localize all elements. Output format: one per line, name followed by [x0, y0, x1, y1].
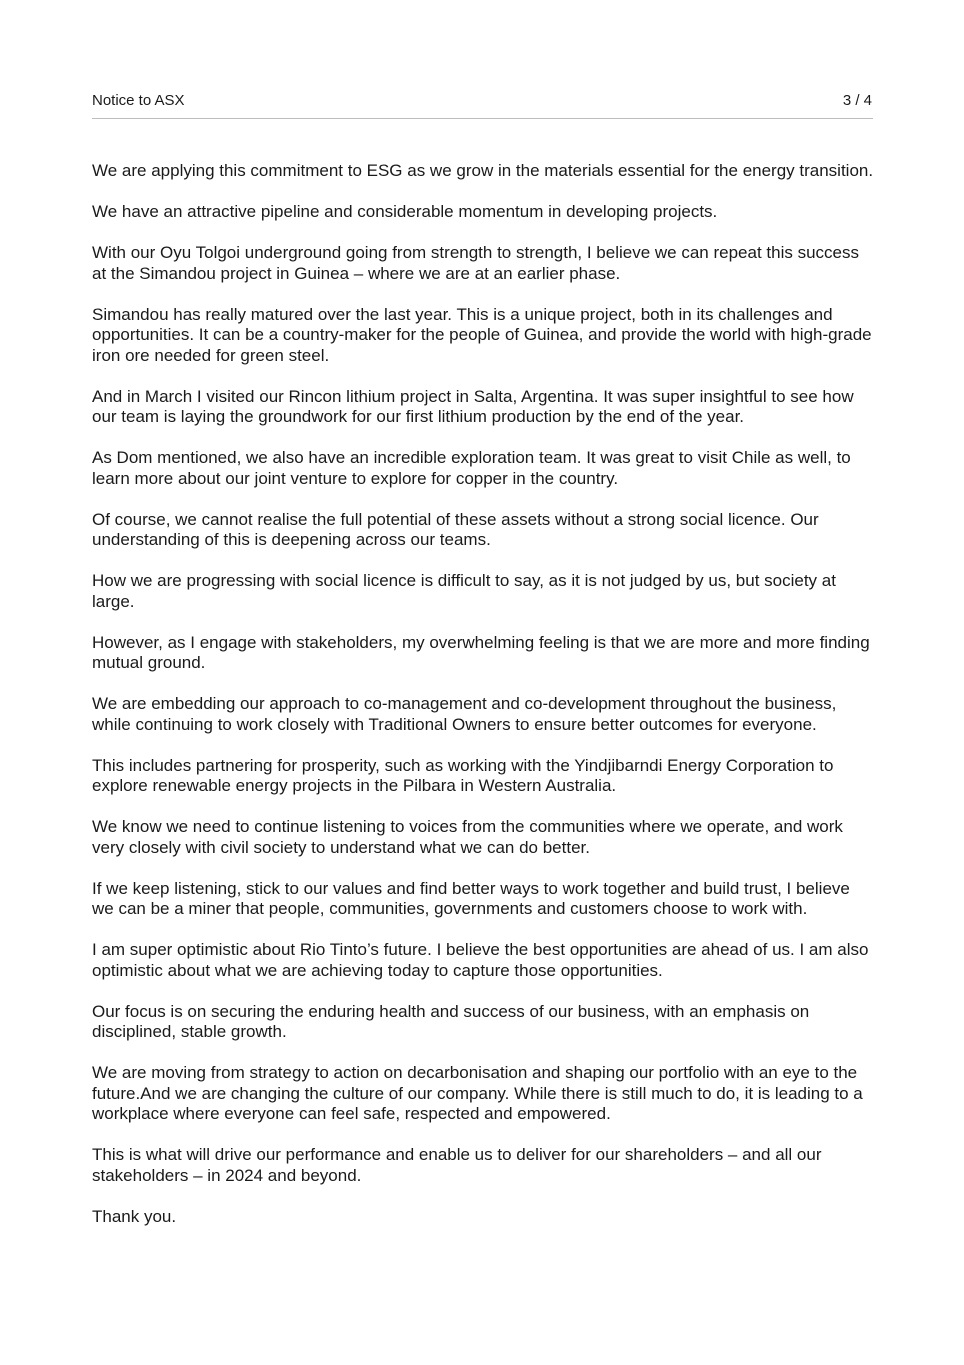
paragraph: We are embedding our approach to co-management and co-development throughout the business, while continuing to work closely with Traditional Owners to ensure better outcomes for everyone.: [92, 694, 837, 734]
paragraph-closing: Thank you.: [92, 1206, 177, 1226]
paragraph: This is what will drive our performance and enable us to deliver for our shareholders – and all our stakeholders – in 2024 and beyond.: [92, 1145, 822, 1185]
paragraph: Of course, we cannot realise the full potential of these assets without a strong social licence. Our understanding of this is deepening across our teams.: [92, 509, 819, 549]
document-title: Notice to ASX: [92, 92, 185, 109]
paragraph: We are applying this commitment to ESG as we grow in the materials essential for the energy transition.: [92, 161, 874, 180]
paragraph: This includes partnering for prosperity, such as working with the Yindjibarndi Energy Corporation to explore renewable energy projects in the Pilbara in Western Australia.: [92, 755, 834, 795]
paragraph: We are moving from strategy to action on decarbonisation and shaping our portfolio with an eye to the future.And we are changing the culture of our company. While there is still much to do, it is leading to a workplace where everyone can feel safe, respected and empowered.: [92, 1063, 863, 1123]
paragraph: If we keep listening, stick to our values and find better ways to work together and build trust, I believe we can be a miner that people, communities, governments and customers choose to work with.: [92, 878, 850, 918]
paragraph: Our focus is on securing the enduring health and success of our business, with an emphasis on disciplined, stable growth.: [92, 1001, 810, 1041]
paragraph: How we are progressing with social licence is difficult to say, as it is not judged by us, but society at large.: [92, 571, 836, 611]
paragraph: I am super optimistic about Rio Tinto’s future. I believe the best opportunities are ahead of us. I am also optimistic about what we are achieving today to capture those opportunities.: [92, 940, 869, 980]
paragraph: And in March I visited our Rincon lithium project in Salta, Argentina. It was super insightful to see how our team is laying the groundwork for our first lithium production by the end of the year.: [92, 386, 854, 426]
page-header: [92, 92, 873, 119]
page-number: 3 / 4: [842, 92, 872, 109]
paragraph: However, as I engage with stakeholders, my overwhelming feeling is that we are more and more finding mutual ground.: [92, 632, 870, 672]
paragraph: As Dom mentioned, we also have an incredible exploration team. It was great to visit Chile as well, to learn more about our joint venture to explore for copper in the country.: [92, 448, 851, 488]
document-body: [92, 161, 876, 1248]
paragraph: We know we need to continue listening to voices from the communities where we operate, and work very closely with civil society to understand what we can do better.: [92, 817, 843, 857]
paragraph: We have an attractive pipeline and considerable momentum in developing projects.: [92, 202, 718, 221]
paragraph: With our Oyu Tolgoi underground going from strength to strength, I believe we can repeat this success at the Simandou project in Guinea – where we are at an earlier phase.: [92, 243, 859, 283]
paragraph: Simandou has really matured over the last year. This is a unique project, both in its challenges and opportunities. It can be a country-maker for the people of Guinea, and provide the world with high-grade iron ore needed for green steel.: [92, 304, 872, 365]
